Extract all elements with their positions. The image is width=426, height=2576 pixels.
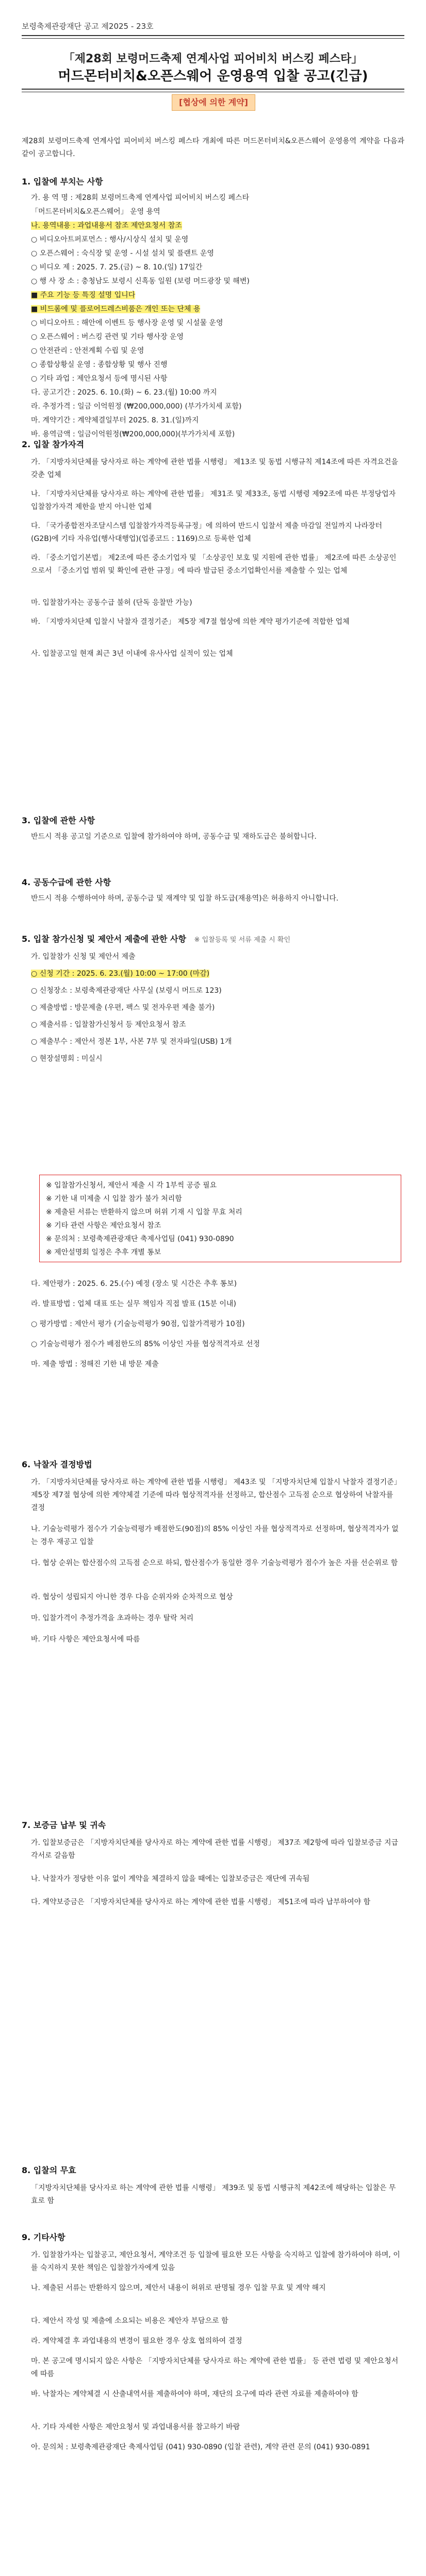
s2-line: 사. 입찰공고일 현재 최근 3년 이내에 유사사업 실적이 있는 업체 [31, 650, 233, 658]
notice-box-line: ※ 제안설명회 일정은 추후 개별 통보 [46, 1248, 161, 1257]
notice-box-line: ※ 기한 내 미제출 시 입찰 참가 불가 처리함 [46, 1195, 182, 1203]
s7-line: 나. 낙찰자가 정당한 이유 없이 계약을 체결하지 않을 때에는 입찰보증금은 재단에 귀속됨 [31, 1875, 310, 1883]
s1-line: 다. 공고기간 : 2025. 6. 10.(화) ~ 6. 23.(월) 10:00 까지 [31, 388, 217, 397]
section-9-title: 9. 기타사항 [22, 2232, 65, 2242]
s1-line: 라. 추정가격 : 일금 이억원정 (₩200,000,000) (부가가치세 포함) [31, 402, 242, 411]
notice-box-line: ※ 문의처 : 보령축제관광재단 축제사업팀 (041) 930-0890 [46, 1235, 234, 1243]
s1-line: ■ 비드롬에 및 플로어드레스비품은 개인 또는 단체 용 [31, 305, 201, 313]
notice-number: 보령축제관광재단 공고 제2025 - 23호 [22, 22, 154, 31]
s1-line: ■ 주요 기능 등 특징 설명 입니다 [31, 291, 136, 299]
s1-line: ○ 행 사 장 소 : 충청남도 보령시 신흑동 일원 (보령 머드광장 및 해변) [31, 277, 250, 285]
s1-line: ○ 비디오아트퍼포먼스 : 행사/시상식 설치 및 운영 [31, 235, 189, 244]
s9-line: 가. 입찰참가자는 입찰공고, 제안요청서, 계약조건 등 입찰에 필요한 모든 사항을 숙지하고 입찰에 참가하여야 하며, 이를 숙지하지 못한 책임은 입찰참가자에게 있음 [31, 2251, 400, 2272]
notice-box [39, 1175, 401, 1262]
notice-box-line: ※ 제출된 서류는 반환하지 않으며 허위 기재 시 입찰 무효 처리 [46, 1208, 242, 1216]
notice-box-line: ※ 기타 관련 사항은 제안요청서 참조 [46, 1222, 161, 1230]
s1-line: ○ 기타 과업 : 제안요청서 등에 명시된 사항 [31, 375, 168, 383]
s5-line: ○ 현장설명회 : 미실시 [31, 1055, 103, 1063]
s6-line: 마. 입찰가격이 추정가격을 초과하는 경우 탈락 처리 [31, 1614, 194, 1622]
section-6-title: 6. 낙찰자 결정방법 [22, 1460, 92, 1469]
s5after-line: 마. 제출 방법 : 정해진 기한 내 방문 제출 [31, 1360, 159, 1368]
s4-line: 반드시 적용 수행하여야 하며, 공동수급 및 재계약 및 입찰 하도급(재용역)은 허용하지 아니합니다. [31, 894, 339, 903]
s5after-line: 라. 발표방법 : 업체 대표 또는 실무 책임자 직접 발표 (15분 이내) [31, 1300, 236, 1308]
s8-line: 「지방자치단체를 당사자로 하는 계약에 관한 법률 시행령」 제39조 및 동법 시행규칙 제42조에 해당하는 입찰은 무효로 함 [31, 2184, 396, 2205]
section-5-title-note: ※ 입찰등록 및 서류 제출 시 확인 [194, 936, 290, 944]
s6-line: 가. 「지방자치단체를 당사자로 하는 계약에 관한 법률 시행령」 제43조 및 「지방자치단체 입찰시 낙찰자 결정기준」 제5장 제7절 협상에 의한 계약체결 기준에 따라 협상적격자를 선정하고, 합산점수 고득점 순으로 협상하여 낙찰자를 결정 [31, 1478, 401, 1512]
header-divider [22, 35, 404, 39]
s3-line: 반드시 적용 공고일 기준으로 입찰에 참가하여야 하며, 공동수급 및 재하도급은 불허합니다. [31, 833, 317, 841]
title-main: 머드몬터비치&오픈스웨어 운영용역 입찰 공고(긴급) [58, 69, 368, 84]
s5after-line: ○ 평가방법 : 제안서 평가 (기술능력평가 90점, 입찰가격평가 10점) [31, 1320, 245, 1328]
s2-line: 마. 입찰참가자는 공동수급 불허 (단독 응찰만 가능) [31, 599, 192, 607]
section-4-title: 4. 공동수급에 관한 사항 [22, 877, 111, 887]
s1-line: 나. 용역내용 : 과업내용서 참조 제안요청서 참조 [31, 222, 182, 230]
contract-type-badge: [협상에 의한 계약] [172, 94, 255, 111]
s1-line: 「머드몬터비치&오픈스웨어」 운영 용역 [31, 208, 160, 216]
s1-line: 가. 용 역 명 : 제28회 보령머드축제 연계사업 피어비치 버스킹 페스타 [31, 194, 250, 202]
s1-line: 바. 용역금액 : 일금이억원정(₩200,000,000)(부가가치세 포함) [31, 430, 235, 438]
s2-line: 바. 「지방자치단체 입찰시 낙찰자 결정기준」 제5장 제7절 협상에 의한 계약 평가기준에 적합한 업체 [31, 618, 350, 626]
section-5-title [22, 933, 290, 944]
s5after-line: 다. 제안평가 : 2025. 6. 25.(수) 예정 (장소 및 시간은 추후 통보) [31, 1280, 237, 1288]
s1-line: ○ 오픈스웨어 : 버스킹 관련 및 기타 행사장 운영 [31, 333, 184, 341]
s6-line: 바. 기타 사항은 제안요청서에 따름 [31, 1635, 140, 1643]
s9-line: 마. 본 공고에 명시되지 않은 사항은 「지방자치단체를 당사자로 하는 계약에 관한 법률」 등 관련 법령 및 제안요청서에 따름 [31, 2357, 399, 2378]
s9-line: 라. 계약체결 후 과업내용의 변경이 필요한 경우 상호 협의하여 결정 [31, 2337, 242, 2345]
s9-line: 바. 낙찰자는 계약체결 시 산출내역서를 제출하여야 하며, 재단의 요구에 따라 관련 자료를 제출하여야 함 [31, 2390, 358, 2398]
notice-box-line: ※ 입찰참가신청서, 제안서 제출 시 각 1부씩 공증 필요 [46, 1181, 217, 1190]
s5-line: 가. 입찰참가 신청 및 제안서 제출 [31, 953, 136, 961]
s1-line: ○ 비디오 제 : 2025. 7. 25.(금) ~ 8. 10.(일) 17일간 [31, 263, 203, 272]
title-sub: 「제28회 보령머드축제 연계사업 피어비치 버스킹 페스타」 [63, 53, 363, 65]
intro-paragraph: 제28회 보령머드축제 연계사업 피어비치 버스킹 페스타 개최에 따른 머드몬터비치&오픈스웨어 운영용역 계약을 다음과 같이 공고합니다. [22, 137, 404, 158]
s2-line: 나. 「지방자치단체를 당사자로 하는 계약에 관한 법률」 제31조 및 제33조, 동법 시행령 제92조에 따른 부정당업자 입찰참가자격 제한을 받지 아니한 업체 [31, 490, 396, 511]
s5-line: ○ 신청 기간 : 2025. 6. 23.(월) 10:00 ~ 17:00 (마감) [31, 970, 210, 978]
s9-line: 다. 제안서 작성 및 제출에 소요되는 비용은 제안자 부담으로 함 [31, 2317, 228, 2325]
s2-line: 가. 「지방자치단체를 당사자로 하는 계약에 관한 법률 시행령」 제13조 및 동법 시행규칙 제14조에 따른 자격요건을 갖춘 업체 [31, 458, 398, 479]
s2-line: 라. 「중소기업기본법」 제2조에 따른 중소기업자 및 「소상공인 보호 및 지원에 관한 법률」 제2조에 따른 소상공인으로서 「중소기업 범위 및 확인에 관한 규정」에 따라 발급된 중소기업확인서를 제출할 수 있는 업체 [31, 554, 397, 575]
s1-line: ○ 오픈스웨어 : 숙식장 및 운영 - 시설 설치 및 플랜트 운영 [31, 249, 214, 258]
s5-line: ○ 제출방법 : 방문제출 (우편, 팩스 및 전자우편 제출 불가) [31, 1004, 215, 1012]
s9-line: 아. 문의처 : 보령축제관광재단 축제사업팀 (041) 930-0890 (입찰 관련), 계약 관련 문의 (041) 930-0891 [31, 2443, 370, 2451]
s7-line: 가. 입찰보증금은 「지방자치단체를 당사자로 하는 계약에 관한 법률 시행령」 제37조 제2항에 따라 입찰보증금 지급각서로 갈음함 [31, 1839, 399, 1860]
section-2-title: 2. 입찰 참가자격 [22, 439, 85, 449]
s9-line: 사. 기타 자세한 사항은 제안요청서 및 과업내용서를 참고하기 바람 [31, 2423, 240, 2431]
title-divider [22, 89, 404, 92]
section-5-title-text: 5. 입찰 참가신청 및 제안서 제출에 관한 사항 [22, 934, 186, 944]
s5-line: ○ 신청장소 : 보령축제관광재단 사무실 (보령시 머드로 123) [31, 987, 222, 995]
section-7-title: 7. 보증금 납부 및 귀속 [22, 1820, 106, 1830]
s9-line: 나. 제출된 서류는 반환하지 않으며, 제안서 내용이 허위로 판명될 경우 입찰 무효 및 계약 해지 [31, 2284, 326, 2292]
s1-line: ○ 종합상황실 운영 : 종합상황 및 행사 진행 [31, 361, 168, 369]
section-8-title: 8. 입찰의 무효 [22, 2165, 76, 2175]
s7-line: 다. 계약보증금은 「지방자치단체를 당사자로 하는 계약에 관한 법률 시행령」 제51조에 따라 납부하여야 함 [31, 1898, 371, 1906]
notice-title [22, 52, 404, 86]
s5after-line: ○ 기술능력평가 점수가 배점한도의 85% 이상인 자를 협상적격자로 선정 [31, 1340, 260, 1348]
s2-line: 다. 「국가종합전자조달시스템 입찰참가자격등록규정」에 의하여 반드시 입찰서 제출 마감일 전일까지 나라장터(G2B)에 기타 자유업(행사대행업)(업종코드 : 1169)으로 등록한 업체 [31, 522, 383, 543]
s1-line: 마. 계약기간 : 계약체결일부터 2025. 8. 31.(일)까지 [31, 416, 199, 425]
s6-line: 라. 협상이 성립되지 아니한 경우 다음 순위자와 순차적으로 협상 [31, 1593, 233, 1601]
section-1-title: 1. 입찰에 부치는 사항 [22, 177, 103, 187]
s6-line: 나. 기술능력평가 점수가 기술능력평가 배점한도(90점)의 85% 이상인 자를 협상적격자로 선정하며, 협상적격자가 없는 경우 재공고 입찰 [31, 1525, 399, 1546]
section-3-title: 3. 입찰에 관한 사항 [22, 816, 95, 825]
s5-line: ○ 제출부수 : 제안서 정본 1부, 사본 7부 및 전자파일(USB) 1개 [31, 1038, 232, 1046]
s6-line: 다. 협상 순위는 합산점수의 고득점 순으로 하되, 합산점수가 동일한 경우 기술능력평가 점수가 높은 자를 선순위로 함 [31, 1559, 398, 1567]
s1-line: ○ 안전관리 : 안전계획 수립 및 운영 [31, 347, 144, 355]
s5-line: ○ 제출서류 : 입찰참가신청서 등 제안요청서 참조 [31, 1021, 186, 1029]
s1-line: ○ 비디오아트 : 해안에 이벤트 등 행사장 운영 및 시설물 운영 [31, 319, 223, 327]
